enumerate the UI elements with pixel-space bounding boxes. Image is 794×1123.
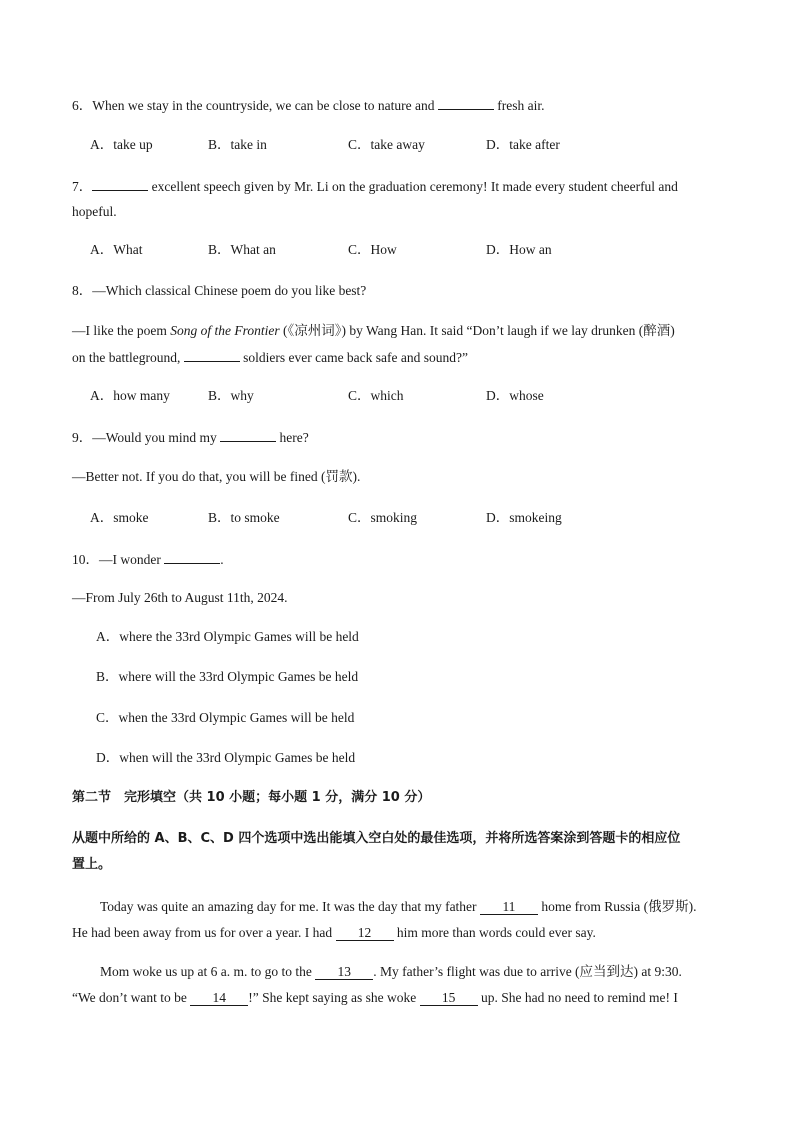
passage-line: He had been away from us for over a year. I had 12 him more than words could ever say. <box>72 925 596 940</box>
answer-blank <box>220 428 276 442</box>
passage-line: Mom woke us up at 6 a. m. to go to the 13 . My father’s flight was due to arrive (应当到达) at 9:30. <box>100 964 682 979</box>
option-c: C．take away <box>348 137 425 152</box>
answer-blank <box>438 96 494 110</box>
question-8-reply: —I like the poem Song of the Frontier (《凉州词》) by Wang Han. It said “Don’t laugh if we lay drunken (醉酒) <box>72 323 675 338</box>
answer-blank <box>92 177 148 191</box>
cloze-blank-13: 13 <box>315 964 373 980</box>
option-c: C．How <box>348 242 397 257</box>
section-instruction: 从题中所给的 A、B、C、D 四个选项中选出能填入空白处的最佳选项，并将所选答案涂到答题卡的相应位 <box>72 831 681 846</box>
option-b: B．why <box>208 388 254 403</box>
cloze-blank-14: 14 <box>190 990 248 1006</box>
question-7-stem: 7． excellent speech given by Mr. Li on the graduation ceremony! It made every student cheerful and <box>72 179 678 194</box>
option-b: B．take in <box>208 137 267 152</box>
option-d: D．take after <box>486 137 560 152</box>
answer-blank <box>164 550 220 564</box>
answer-blank <box>184 348 240 362</box>
question-8-stem: 8．—Which classical Chinese poem do you like best? <box>72 283 367 298</box>
option-b: B．to smoke <box>208 510 280 525</box>
option-d: D．whose <box>486 388 544 403</box>
question-8-reply-continued: on the battleground, soldiers ever came back safe and sound?” <box>72 350 469 365</box>
option-d: D．when will the 33rd Olympic Games be held <box>96 750 356 765</box>
option-a: A．smoke <box>90 510 149 525</box>
passage-line: Today was quite an amazing day for me. It was the day that my father 11 home from Russia (俄罗斯). <box>100 899 697 914</box>
option-b: B．What an <box>208 242 276 257</box>
cloze-blank-12: 12 <box>336 925 394 941</box>
option-b: B．where will the 33rd Olympic Games be held <box>96 669 359 684</box>
question-10-reply: —From July 26th to August 11th, 2024. <box>72 590 288 605</box>
option-a: A．how many <box>90 388 170 403</box>
option-c: C．smoking <box>348 510 418 525</box>
question-10-stem: 10．—I wonder . <box>72 552 224 567</box>
question-9-reply: —Better not. If you do that, you will be fined (罚款). <box>72 469 361 484</box>
option-c: C．when the 33rd Olympic Games will be held <box>96 710 355 725</box>
option-a: A．What <box>90 242 143 257</box>
option-d: D．How an <box>486 242 552 257</box>
section-title: 第二节 完形填空（共 10 小题；每小题 1 分，满分 10 分） <box>72 790 431 805</box>
section-instruction-continued: 置上。 <box>72 857 112 872</box>
question-6-stem: 6．When we stay in the countryside, we can be close to nature and fresh air. <box>72 98 545 113</box>
cloze-blank-11: 11 <box>480 899 538 915</box>
question-9-stem: 9．—Would you mind my here? <box>72 430 309 445</box>
poem-title: Song of the Frontier <box>170 323 280 338</box>
option-a: A．where the 33rd Olympic Games will be held <box>96 629 359 644</box>
passage-line: “We don’t want to be 14 !” She kept saying as she woke 15 up. She had no need to remind me! I <box>72 990 678 1005</box>
question-7-stem-continued: hopeful. <box>72 204 117 219</box>
option-a: A．take up <box>90 137 153 152</box>
option-c: C．which <box>348 388 404 403</box>
cloze-blank-15: 15 <box>420 990 478 1006</box>
option-d: D．smokeing <box>486 510 562 525</box>
